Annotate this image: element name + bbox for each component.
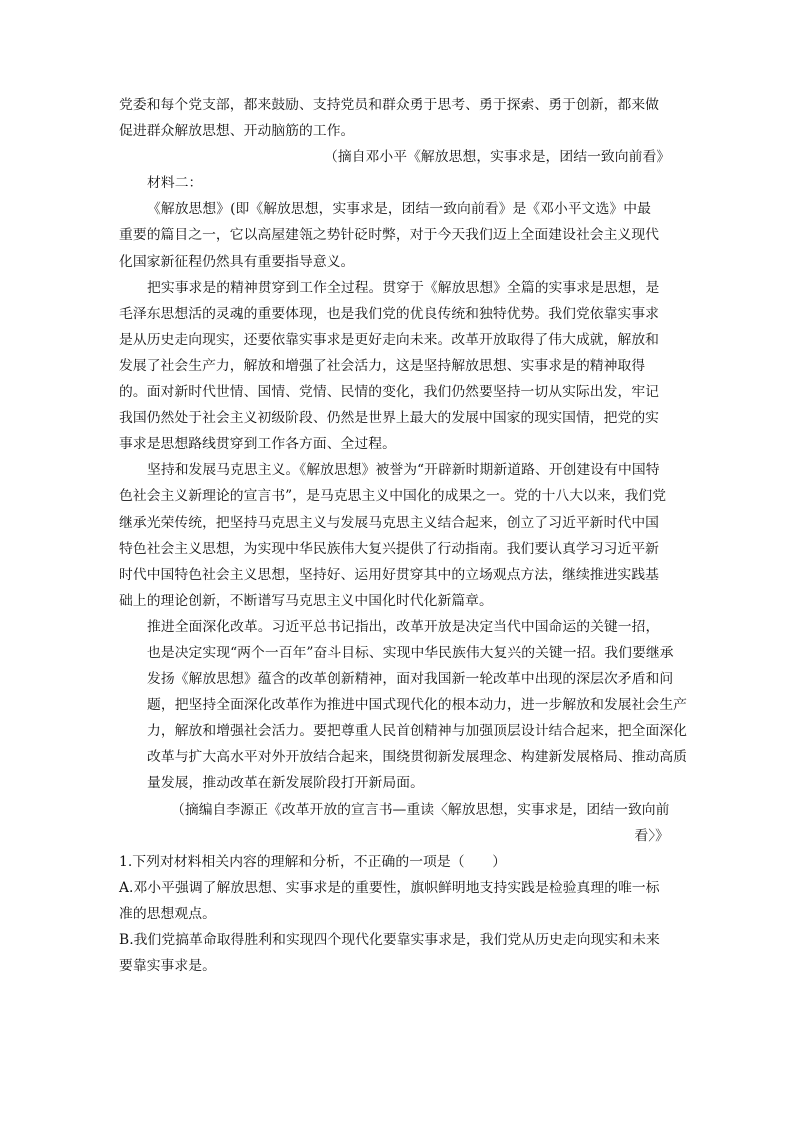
text-line: 化国家新征程仍然具有重要指导意义。 <box>119 253 355 270</box>
text-line: 的。面对新时代世情、国情、党情、民情的变化，我们仍然要坚持一切从实际出发，牢记 <box>119 384 660 401</box>
text-line: 事求是思想路线贯穿到工作各方面、全过程。 <box>119 436 396 453</box>
text-line: 色社会主义新理论的宣言书”，是马克思主义中国化的成果之一。党的十八大以来，我们党 <box>119 488 667 505</box>
option-b: B.我们党搞革命取得胜利和实现四个现代化要靠实事求是，我们党从历史走向现实和未来 <box>119 932 660 948</box>
text-line: 改革与扩大高水平对外开放结合起来，围绕贯彻新发展理念、构建新发展格局、推动高质 <box>147 749 688 766</box>
text-line: 党委和每个党支部，都来鼓励、支持党员和群众勇于思考、勇于探索、勇于创新，都来做 <box>119 97 660 113</box>
text-line: 坚持和发展马克思主义。《解放思想》被誉为“开辟新时期新道路、开创建设有中国特 <box>147 462 660 479</box>
option-a: A.邓小平强调了解放思想、实事求是的重要性，旗帜鲜明地支持实践是检验真理的唯一标 <box>119 879 660 896</box>
text-line: 是从历史走向现实，还要依靠实事求是更好走向未来。改革开放取得了伟大成就，解放和 <box>119 331 660 348</box>
text-line: 量发展，推动改革在新发展阶段打开新局面。 <box>147 775 424 792</box>
text-line: 促进群众解放思想、开动脑筋的工作。 <box>119 123 355 140</box>
option-b-cont: 要靠实事求是。 <box>119 958 216 975</box>
text-line: 毛泽东思想活的灵魂的重要体现，也是我们党的优良传统和独特优势。我们党依靠实事求 <box>119 305 660 322</box>
document-page <box>119 92 688 979</box>
section-heading: 材料二： <box>147 175 203 192</box>
text-line: 推进全面深化改革。习近平总书记指出，改革开放是决定当代中国命运的关键一招， <box>147 618 660 635</box>
source-citation: （摘自邓小平《解放思想，实事求是，团结一致向前看》 <box>324 149 671 166</box>
text-line: 础上的理论创新，不断谱写马克思主义中国化时代化新篇章。 <box>119 592 493 609</box>
text-line: 把实事求是的精神贯穿到工作全过程。贯穿于《解放思想》全篇的实事求是思想，是 <box>147 279 660 296</box>
text-line: 特色社会主义思想，为实现中华民族伟大复兴提供了行动指南。我们要认真学习习近平新 <box>119 540 660 557</box>
text-line: 力，解放和增强社会活力。要把尊重人民首创精神与加强顶层设计结合起来，把全面深化 <box>147 723 688 740</box>
text-line: 继承光荣传统，把坚持马克思主义与发展马克思主义结合起来，创立了习近平新时代中国 <box>119 514 660 531</box>
text-line: 也是决定实现“两个一百年”奋斗目标、实现中华民族伟大复兴的关键一招。我们要继承 <box>147 644 674 661</box>
source-citation-end: 看〉》 <box>634 827 669 844</box>
text-line: 题，把坚持全面深化改革作为推进中国式现代化的根本动力，进一步解放和发展社会生产 <box>147 697 688 714</box>
text-line: 重要的篇目之一，它以高屋建瓴之势针砭时弊，对于今天我们迈上全面建设社会主义现代 <box>119 227 660 244</box>
source-citation: （摘编自李源正《改革开放的宣言书—重读〈解放思想，实事求是，团结一致向前 <box>171 801 670 818</box>
question-stem: 1.下列对材料相关内容的理解和分析，不正确的一项是（ ） <box>119 853 507 870</box>
text-line: 《解放思想》(即《解放思想，实事求是，团结一致向前看》是《邓小平文选》中最 <box>147 201 651 218</box>
text-line: 我国仍然处于社会主义初级阶段、仍然是世界上最大的发展中国家的现实国情，把党的实 <box>119 410 660 427</box>
text-line: 发展了社会生产力，解放和增强了社会活力，这是坚持解放思想、实事求是的精神取得 <box>119 357 646 374</box>
option-a-cont: 准的思想观点。 <box>119 905 216 922</box>
text-line: 时代中国特色社会主义思想，坚持好、运用好贯穿其中的立场观点方法，继续推进实践基 <box>119 566 660 583</box>
text-line: 发扬《解放思想》蕴含的改革创新精神，面对我国新一轮改革中出现的深层次矛盾和问 <box>147 671 674 688</box>
